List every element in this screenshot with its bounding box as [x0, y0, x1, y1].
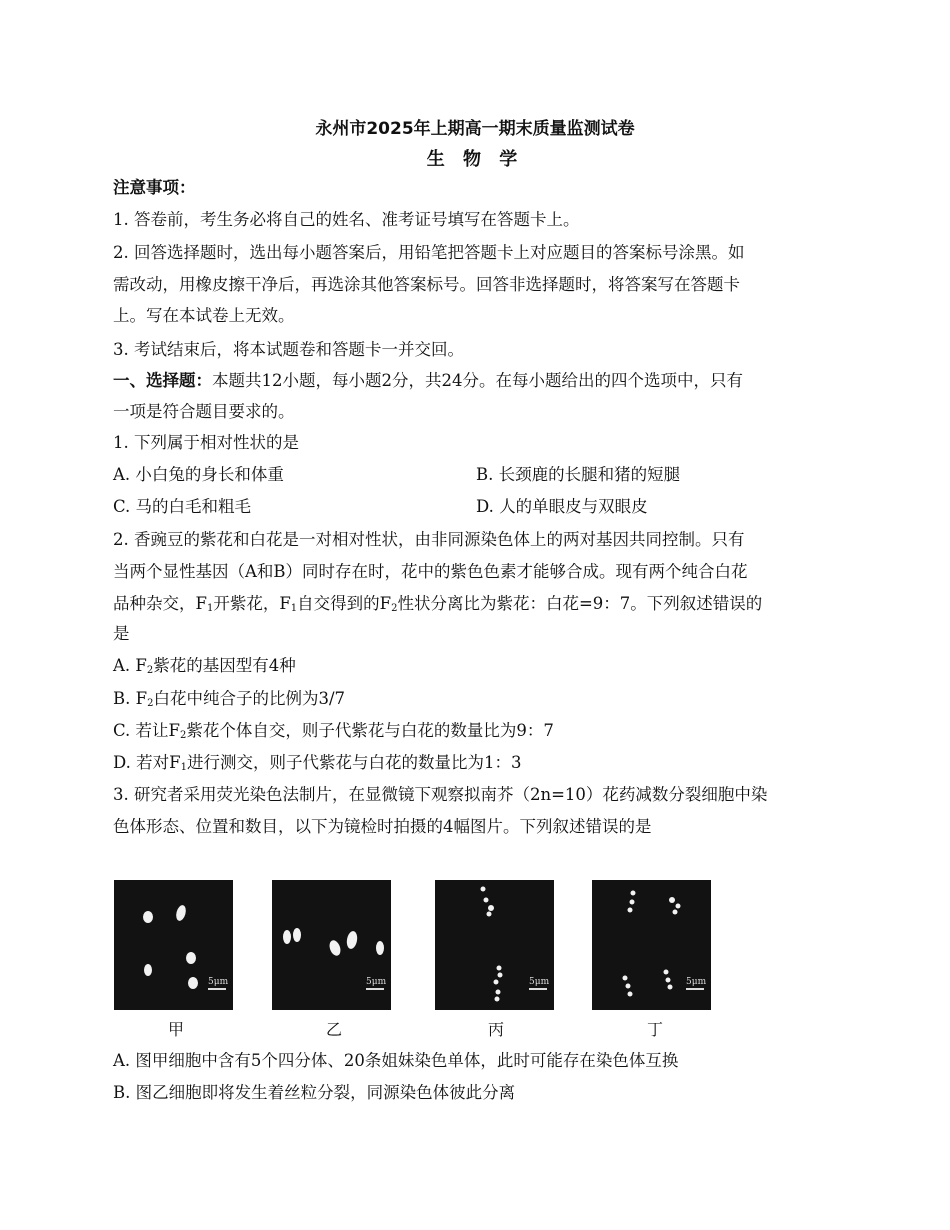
note-item: 需改动，用橡皮擦干净后，再选涂其他答案标号。回答非选择题时，将答案写在答题卡: [113, 275, 740, 294]
caption-ding: 丁: [646, 1020, 663, 1039]
q1-option-a: A. 小白兔的身长和体重: [113, 465, 284, 484]
q2-option-c: C. 若让$F_2$紫花个体自交，则子代紫花与白花的数量比为9：7: [113, 721, 554, 741]
section-desc-cont: 一项是符合题目要求的。: [113, 402, 295, 421]
q2-option-b: B. $F_2$白花中纯合子的比例为3/7: [113, 689, 346, 709]
note-item: 2. 回答选择题时，选出每小题答案后，用铅笔把答题卡上对应题目的答案标号涂黑。如: [113, 243, 745, 262]
caption-yi: 乙: [325, 1020, 342, 1039]
caption-bing: 丙: [487, 1020, 504, 1039]
exam-title: 永州市2025年上期高一期末质量监测试卷: [315, 119, 635, 139]
q3-stem: 3. 研究者采用荧光染色法制片，在显微镜下观察拟南芥（2n=10）花药减数分裂细胞中染: [113, 785, 768, 804]
micrograph-yi: [272, 880, 391, 1010]
note-item: 1. 答卷前，考生务必将自己的姓名、准考证号填写在答题卡上。: [113, 210, 580, 229]
scale-bar-label: 5μm: [366, 977, 387, 987]
section-desc: 本题共12小题，每小题2分，共24分。在每小题给出的四个选项中，只有: [212, 371, 743, 390]
q1-option-b: B. 长颈鹿的长腿和猪的短腿: [476, 465, 681, 484]
notes-heading: 注意事项：: [113, 178, 196, 197]
caption-jia: 甲: [167, 1020, 184, 1039]
micrograph-bing: [435, 880, 554, 1010]
micrograph-ding: [592, 880, 711, 1010]
q3-option-b: B. 图乙细胞即将发生着丝粒分裂，同源染色体彼此分离: [113, 1083, 516, 1102]
q3-option-a: A. 图甲细胞中含有5个四分体、20条姐妹染色单体，此时可能存在染色体互换: [113, 1051, 679, 1070]
scale-bar-label: 5μm: [208, 977, 229, 987]
micrograph-jia: [114, 880, 233, 1010]
note-item: 3. 考试结束后，将本试题卷和答题卡一并交回。: [113, 340, 464, 359]
q2-stem: 是: [113, 624, 130, 643]
q1-stem: 1. 下列属于相对性状的是: [113, 433, 299, 452]
section-intro: [113, 371, 843, 391]
scale-bar-label: 5μm: [686, 977, 707, 987]
q2-stem: 2. 香豌豆的紫花和白花是一对相对性状，由非同源染色体上的两对基因共同控制。只有: [113, 530, 745, 549]
scale-bar-label: 5μm: [529, 977, 550, 987]
note-item: 上。写在本试卷上无效。: [113, 306, 295, 325]
q2-stem: 当两个显性基因（A和B）同时存在时，花中的紫色色素才能够合成。现有两个纯合白花: [113, 562, 748, 581]
section-heading: 一、选择题：: [113, 371, 212, 390]
q1-option-c: C. 马的白毛和粗毛: [113, 497, 252, 516]
q1-option-d: D. 人的单眼皮与双眼皮: [476, 497, 648, 516]
q2-option-a: A. $F_2$紫花的基因型有4种: [113, 656, 296, 676]
q2-stem: 品种杂交，$F_1$开紫花，$F_1$自交得到的$F_2$性状分离比为紫花：白花=9：7。下列叙述错误的: [113, 594, 763, 614]
subject-title: 生 物 学: [426, 149, 524, 170]
q2-option-d: D. 若对$F_1$进行测交，则子代紫花与白花的数量比为1：3: [113, 753, 522, 773]
q3-stem: 色体形态、位置和数目，以下为镜检时拍摄的4幅图片。下列叙述错误的是: [113, 817, 652, 836]
